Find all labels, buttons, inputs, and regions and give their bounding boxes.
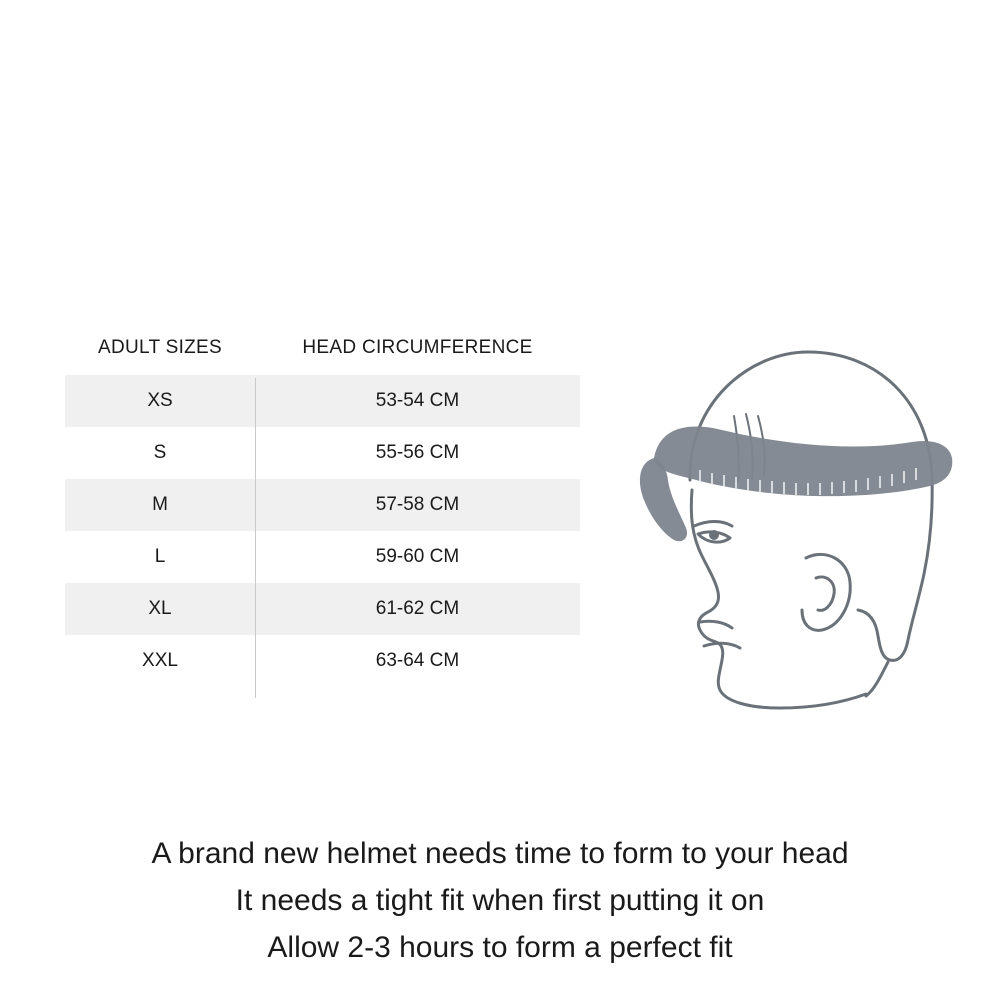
column-header-head-circumference: HEAD CIRCUMFERENCE xyxy=(255,325,580,375)
table-row xyxy=(65,479,580,531)
table-row xyxy=(65,427,580,479)
caption-line-3: Allow 2-3 hours to form a perfect fit xyxy=(267,931,733,964)
table-row xyxy=(65,531,580,583)
cell-size: L xyxy=(154,546,166,567)
cell-size: XXL xyxy=(142,650,178,671)
cell-size: S xyxy=(153,442,167,463)
cell-circumference: 63-64 CM xyxy=(375,650,460,671)
table-row xyxy=(65,583,580,635)
column-header-adult-sizes: ADULT SIZES xyxy=(65,325,255,375)
cell-circumference: 61-62 CM xyxy=(255,583,580,635)
cell-circumference: 55-56 CM xyxy=(375,442,460,463)
cell-size: XL xyxy=(65,583,255,635)
table-body xyxy=(65,375,580,687)
size-chart-table xyxy=(65,325,580,687)
table-header-row xyxy=(65,325,580,375)
table-header xyxy=(65,325,580,375)
table-row xyxy=(65,375,580,427)
caption-line-2: It needs a tight fit when first putting it on xyxy=(235,884,765,917)
cell-circumference: 57-58 CM xyxy=(255,479,580,531)
table-row xyxy=(65,635,580,687)
caption-block xyxy=(0,830,1000,971)
cell-circumference: 53-54 CM xyxy=(255,375,580,427)
cell-circumference: 59-60 CM xyxy=(375,546,460,567)
table-column-divider xyxy=(255,378,256,698)
head-measuring-illustration xyxy=(630,330,980,720)
cell-size: M xyxy=(65,479,255,531)
cell-size: XS xyxy=(65,375,255,427)
measuring-tape xyxy=(640,426,952,541)
caption-line-1: A brand new helmet needs time to form to your head xyxy=(151,837,849,870)
